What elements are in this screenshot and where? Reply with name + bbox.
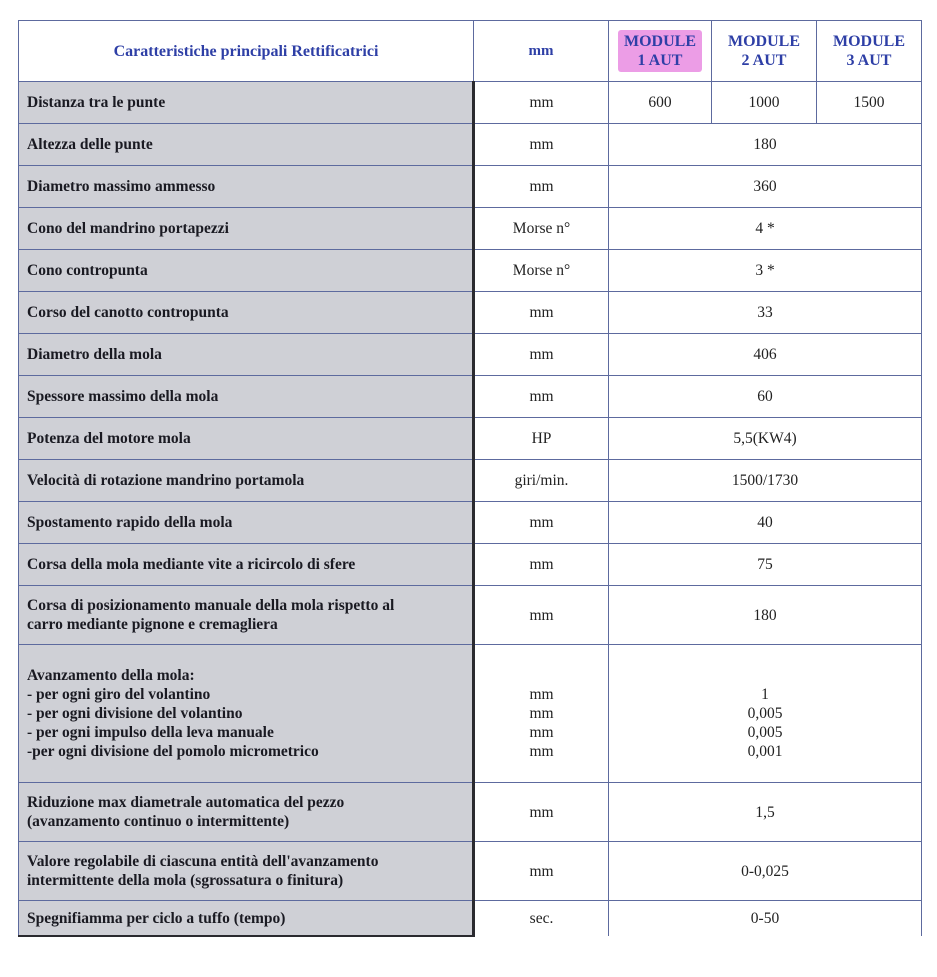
table-row [19, 460, 922, 502]
row-label: Corsa della mola mediante vite a ricircolo di sfere [19, 544, 474, 586]
row-value: 406 [609, 334, 922, 376]
row-value: 360 [609, 166, 922, 208]
row-value: 33 [609, 292, 922, 334]
table-row [19, 124, 922, 166]
table-row [19, 208, 922, 250]
row-value [609, 645, 922, 783]
row-unit: mm [474, 586, 609, 645]
table-row [19, 334, 922, 376]
row-label: Cono del mandrino portapezzi [19, 208, 474, 250]
row-label: Corso del canotto contropunta [19, 292, 474, 334]
row-label: Spostamento rapido della mola [19, 502, 474, 544]
header-model-3 [817, 21, 922, 82]
row-label: Altezza delle punte [19, 124, 474, 166]
table-row [19, 586, 922, 645]
value-model-1: 600 [609, 82, 712, 124]
row-label [19, 842, 474, 901]
row-unit: sec. [474, 901, 609, 937]
row-unit: mm [474, 82, 609, 124]
row-value-line: 0,005 [747, 724, 783, 741]
row-unit: mm [474, 783, 609, 842]
model-2-line1: MODULE [728, 33, 800, 50]
table-row [19, 842, 922, 901]
table-row [19, 645, 922, 783]
row-unit: giri/min. [474, 460, 609, 502]
row-unit: Morse n° [474, 208, 609, 250]
row-value: 0-0,025 [609, 842, 922, 901]
row-label [19, 586, 474, 645]
table-row [19, 544, 922, 586]
table-row [19, 376, 922, 418]
row-unit: mm [474, 502, 609, 544]
model-2-line2: 2 AUT [741, 52, 787, 69]
row-value-line: 0,001 [747, 743, 783, 760]
header-model-1 [609, 21, 712, 82]
model-3-line1: MODULE [833, 33, 905, 50]
row-unit-line: mm [529, 743, 554, 760]
row-unit-line: mm [529, 686, 554, 703]
row-value: 1500/1730 [609, 460, 922, 502]
row-label-line: - per ogni divisione del volantino [27, 705, 243, 722]
row-label-line: carro mediante pignone e cremagliera [27, 616, 278, 633]
row-value-line: 0,005 [747, 705, 783, 722]
model-1-line1: MODULE [624, 33, 696, 50]
row-unit: mm [474, 544, 609, 586]
spec-sheet [18, 20, 921, 960]
row-label: Diametro massimo ammesso [19, 166, 474, 208]
row-unit [474, 645, 609, 783]
row-label: Spegnifiamma per ciclo a tuffo (tempo) [19, 901, 474, 937]
table-row [19, 166, 922, 208]
row-unit: mm [474, 334, 609, 376]
table-row [19, 901, 922, 937]
row-unit: mm [474, 166, 609, 208]
row-value-line: 1 [761, 686, 769, 703]
row-label-line: Riduzione max diametrale automatica del pezzo [27, 794, 345, 811]
row-unit: mm [474, 124, 609, 166]
row-value: 5,5(KW4) [609, 418, 922, 460]
row-unit: mm [474, 376, 609, 418]
row-label-line: -per ogni divisione del pomolo micrometrico [27, 743, 319, 760]
header-model-2 [712, 21, 817, 82]
row-label-line: intermittente della mola (sgrossatura o finitura) [27, 872, 344, 889]
row-label-line: - per ogni giro del volantino [27, 686, 211, 703]
row-label: Spessore massimo della mola [19, 376, 474, 418]
row-value: 3 * [609, 250, 922, 292]
value-model-3: 1500 [817, 82, 922, 124]
table-row [19, 502, 922, 544]
row-label-line: Valore regolabile di ciascuna entità dell'avanzamento [27, 853, 379, 870]
row-unit: Morse n° [474, 250, 609, 292]
table-row [19, 783, 922, 842]
model-1-highlight [618, 30, 702, 72]
row-label-line: Corsa di posizionamento manuale della mola rispetto al [27, 597, 395, 614]
row-unit: HP [474, 418, 609, 460]
row-unit-line: mm [529, 724, 554, 741]
row-unit-line: mm [529, 705, 554, 722]
model-1-line2: 1 AUT [637, 52, 683, 69]
model-3-line2: 3 AUT [846, 52, 892, 69]
row-value: 40 [609, 502, 922, 544]
row-value: 4 * [609, 208, 922, 250]
header-unit: mm [474, 21, 609, 82]
row-label: Diametro della mola [19, 334, 474, 376]
value-model-2: 1000 [712, 82, 817, 124]
row-label: Potenza del motore mola [19, 418, 474, 460]
row-label-line: Avanzamento della mola: [27, 667, 195, 684]
row-value: 180 [609, 124, 922, 166]
row-label-line: (avanzamento continuo o intermittente) [27, 813, 290, 830]
row-unit: mm [474, 292, 609, 334]
table-title: Caratteristiche principali Rettificatrici [19, 21, 474, 82]
table-row [19, 418, 922, 460]
spec-table [18, 20, 922, 937]
row-label-line: - per ogni impulso della leva manuale [27, 724, 274, 741]
row-value: 180 [609, 586, 922, 645]
table-header-row [19, 21, 922, 82]
row-unit: mm [474, 842, 609, 901]
row-value: 75 [609, 544, 922, 586]
row-value: 1,5 [609, 783, 922, 842]
table-row [19, 250, 922, 292]
row-label [19, 783, 474, 842]
row-value: 0-50 [609, 901, 922, 937]
table-row [19, 292, 922, 334]
row-label: Cono contropunta [19, 250, 474, 292]
table-row [19, 82, 922, 124]
row-label [19, 645, 474, 783]
row-label: Distanza tra le punte [19, 82, 474, 124]
row-value: 60 [609, 376, 922, 418]
row-label: Velocità di rotazione mandrino portamola [19, 460, 474, 502]
